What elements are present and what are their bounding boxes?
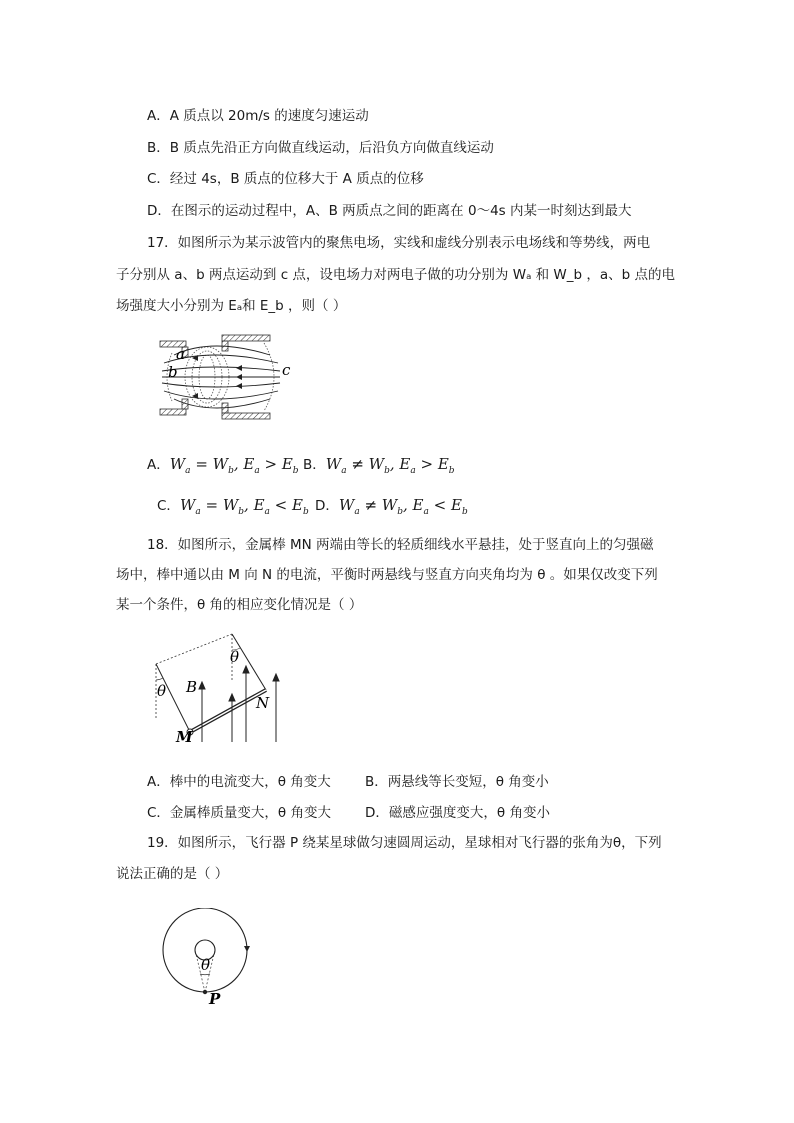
label-theta: θ	[201, 956, 211, 974]
label-a: a	[176, 345, 185, 363]
q18-option-b: B．两悬线等长变短，θ 角变小	[365, 774, 549, 790]
q16-option-b: B．B 质点先沿正方向做直线运动，后沿负方向做直线运动	[147, 140, 494, 156]
label-B: B	[186, 678, 198, 696]
q17-stem-line1: 17．如图所示为某示波管内的聚焦电场，实线和虚线分别表示电场线和等势线，两电	[147, 235, 651, 251]
q18-option-d: D．磁感应强度变大，θ 角变小	[365, 805, 550, 821]
q18-stem-line2: 场中，棒中通以由 M 向 N 的电流，平衡时两悬线与竖直方向夹角均为 θ 。如果仅改变下列	[116, 567, 658, 583]
q19-stem-line2: 说法正确的是（ ）	[116, 866, 229, 882]
q17-option-d: D．$W_a \ne W_b$, $E_a < E_b$	[315, 496, 468, 517]
label-c: c	[282, 361, 291, 379]
label-theta-right: θ	[230, 648, 240, 666]
q16-option-d: D．在图示的运动过程中，A、B 两质点之间的距离在 0～4s 内某一时刻达到最大	[147, 203, 632, 219]
metal-rod-figure	[150, 632, 280, 744]
q16-option-a: A．A 质点以 20m/s 的速度匀速运动	[147, 108, 369, 124]
label-N: N	[256, 694, 270, 712]
q18-stem-line3: 某一个条件，θ 角的相应变化情况是（ ）	[116, 597, 363, 613]
q17-option-c: C．$W_a = W_b$, $E_a < E_b$	[157, 496, 309, 517]
q17-stem-line2: 子分别从 a、b 两点运动到 c 点，设电场力对两电子做的功分别为 Wₐ 和 W_b ，a、b 点的电	[116, 267, 676, 283]
q18-option-c: C．金属棒质量变大，θ 角变大	[147, 805, 331, 821]
q17-stem-line3: 场强度大小分别为 Eₐ和 E_b ，则（ ）	[116, 298, 347, 314]
q17-option-a: A．$W_a = W_b$, $E_a > E_b$	[147, 455, 299, 476]
q18-option-a: A．棒中的电流变大，θ 角变大	[147, 774, 331, 790]
q19-stem-line1: 19．如图所示，飞行器 P 绕某星球做匀速圆周运动，星球相对飞行器的张角为θ，下列	[147, 835, 662, 851]
label-M: M	[176, 728, 193, 744]
label-theta-left: θ	[157, 682, 167, 700]
orbit-figure	[155, 908, 261, 1008]
q16-option-c: C．经过 4s，B 质点的位移大于 A 质点的位移	[147, 171, 424, 187]
q17-option-b: B．$W_a \ne W_b$, $E_a > E_b$	[303, 455, 455, 476]
focusing-field-figure	[152, 333, 292, 421]
label-b: b	[168, 363, 178, 381]
q18-stem-line1: 18．如图所示，金属棒 MN 两端由等长的轻质细线水平悬挂，处于竖直向上的匀强磁	[147, 537, 654, 553]
label-P: P	[209, 990, 221, 1008]
